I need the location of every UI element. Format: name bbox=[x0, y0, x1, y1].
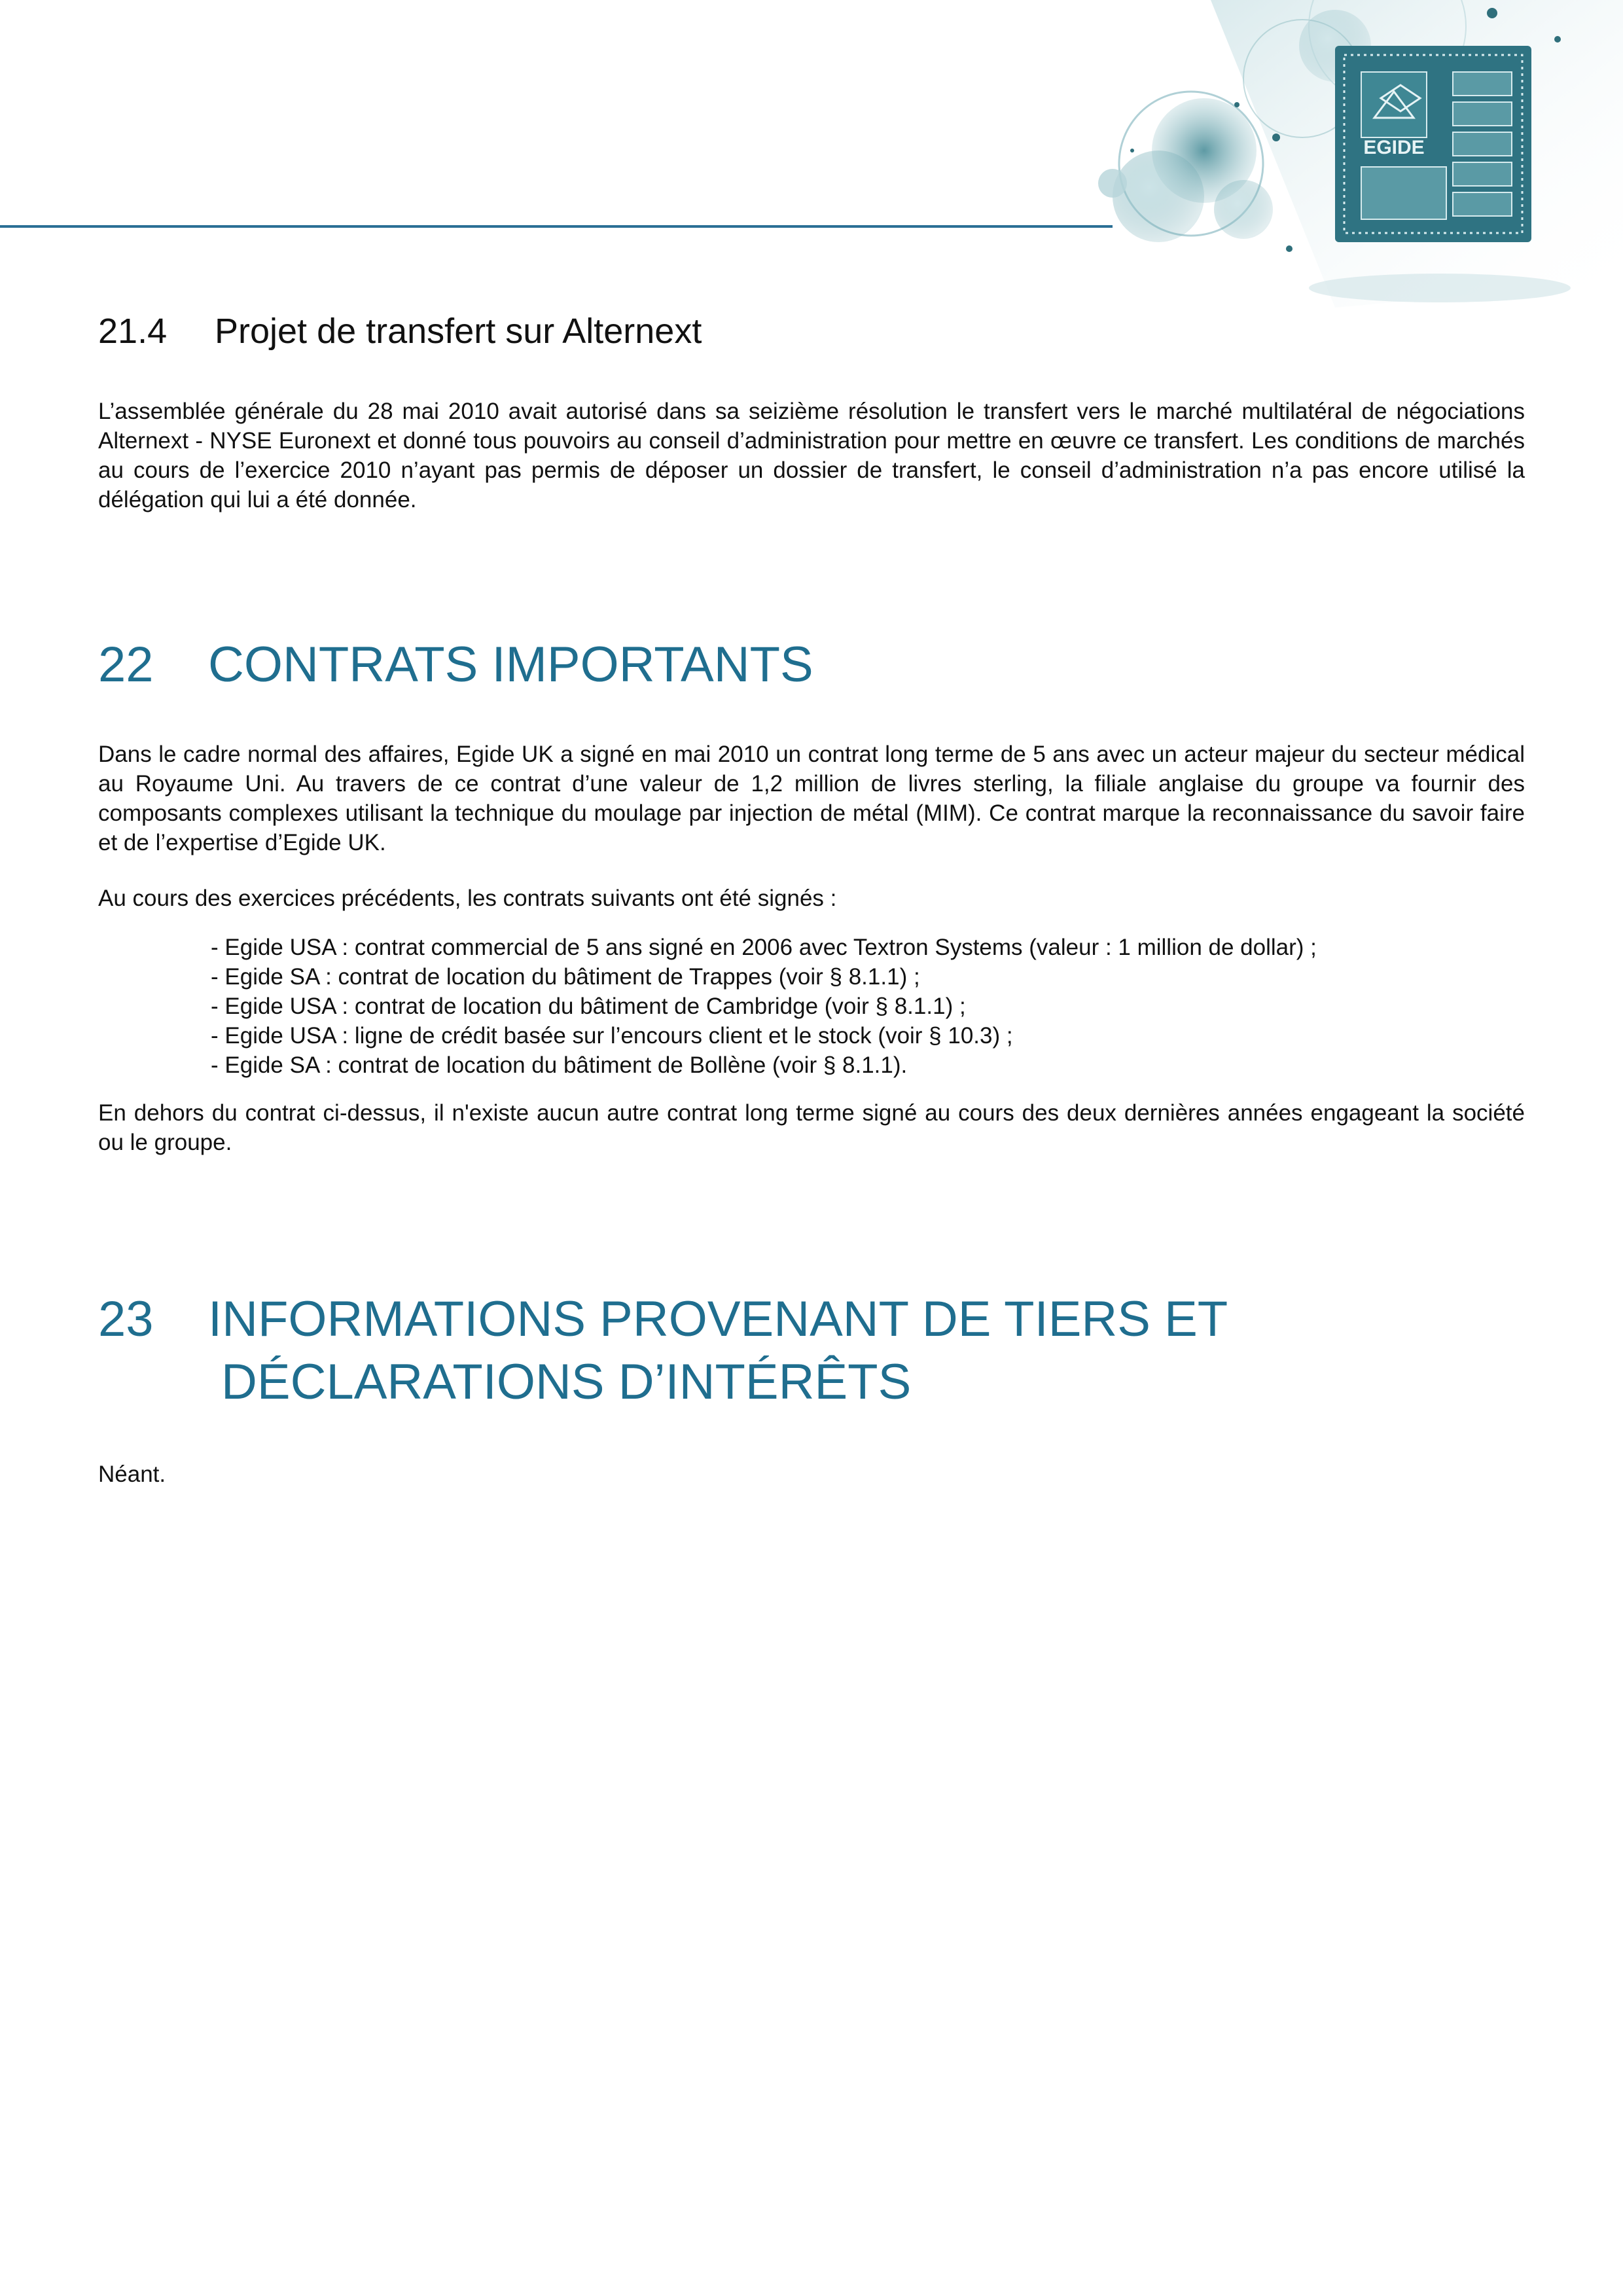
contracts-list bbox=[98, 933, 1525, 1080]
list-item: - Egide USA : contrat commercial de 5 ans signé en 2006 avec Textron Systems (valeur : 1 million de dollar) ; bbox=[211, 935, 1317, 960]
section-21-4-heading bbox=[98, 308, 1525, 355]
list-item: - Egide USA : contrat de location du bâtiment de Cambridge (voir § 8.1.1) ; bbox=[211, 994, 966, 1019]
section-23-paragraph: Néant. bbox=[98, 1462, 166, 1487]
page-content bbox=[98, 308, 1525, 1489]
list-item: - Egide SA : contrat de location du bâtiment de Bollène (voir § 8.1.1). bbox=[211, 1052, 908, 1078]
section-22-paragraph-3: En dehors du contrat ci-dessus, il n'existe aucun autre contrat long terme signé au cours des deux dernières années engageant la société ou le groupe. bbox=[98, 1100, 1525, 1155]
section-21-4-paragraph: L’assemblée générale du 28 mai 2010 avait autorisé dans sa seizième résolution le transfert vers le marché multilatéral de négociations Alternext - NYSE Euronext et donné tous pouvoirs au conseil d’administration pour mettre en œuvre ce transfert. Les conditions de marchés au cours de l’exercice 2010 n’ayant pas permis de déposer un dossier de transfert, le conseil d’administration n’a pas encore utilisé la délégation qui lui a été donnée. bbox=[98, 399, 1525, 512]
section-number: 23 bbox=[98, 1291, 154, 1347]
section-title bbox=[208, 1288, 1228, 1414]
section-title: Projet de transfert sur Alternext bbox=[215, 312, 702, 351]
header-rule bbox=[0, 225, 1113, 228]
section-title: CONTRATS IMPORTANTS bbox=[208, 637, 813, 692]
list-item: - Egide SA : contrat de location du bâtiment de Trappes (voir § 8.1.1) ; bbox=[211, 964, 920, 990]
section-title-line-1: INFORMATIONS PROVENANT DE TIERS ET bbox=[208, 1291, 1228, 1347]
list-item: - Egide USA : ligne de crédit basée sur l’encours client et le stock (voir § 10.3) ; bbox=[211, 1023, 1013, 1049]
svg-text:EGIDE: EGIDE bbox=[1363, 137, 1425, 158]
egide-header-artwork bbox=[995, 0, 1623, 327]
section-23-heading bbox=[98, 1288, 1525, 1414]
section-22-paragraph-2: Au cours des exercices précédents, les contrats suivants ont été signés : bbox=[98, 886, 837, 911]
section-title-line-2: DÉCLARATIONS D’INTÉRÊTS bbox=[221, 1354, 912, 1410]
section-number: 22 bbox=[98, 637, 154, 692]
section-22-heading bbox=[98, 634, 1525, 696]
section-22-paragraph-1: Dans le cadre normal des affaires, Egide UK a signé en mai 2010 un contrat long terme de 5 ans avec un acteur majeur du secteur médical au Royaume Uni. Au travers de ce contrat d’une valeur de 1,2 million de livres sterling, la filiale anglaise du groupe va fournir des composants complexes utilisant la technique du moulage par injection de métal (MIM). Ce contrat marque la reconnaissance du savoir faire et de l’expertise d’Egide UK. bbox=[98, 742, 1525, 855]
section-number: 21.4 bbox=[98, 312, 168, 351]
